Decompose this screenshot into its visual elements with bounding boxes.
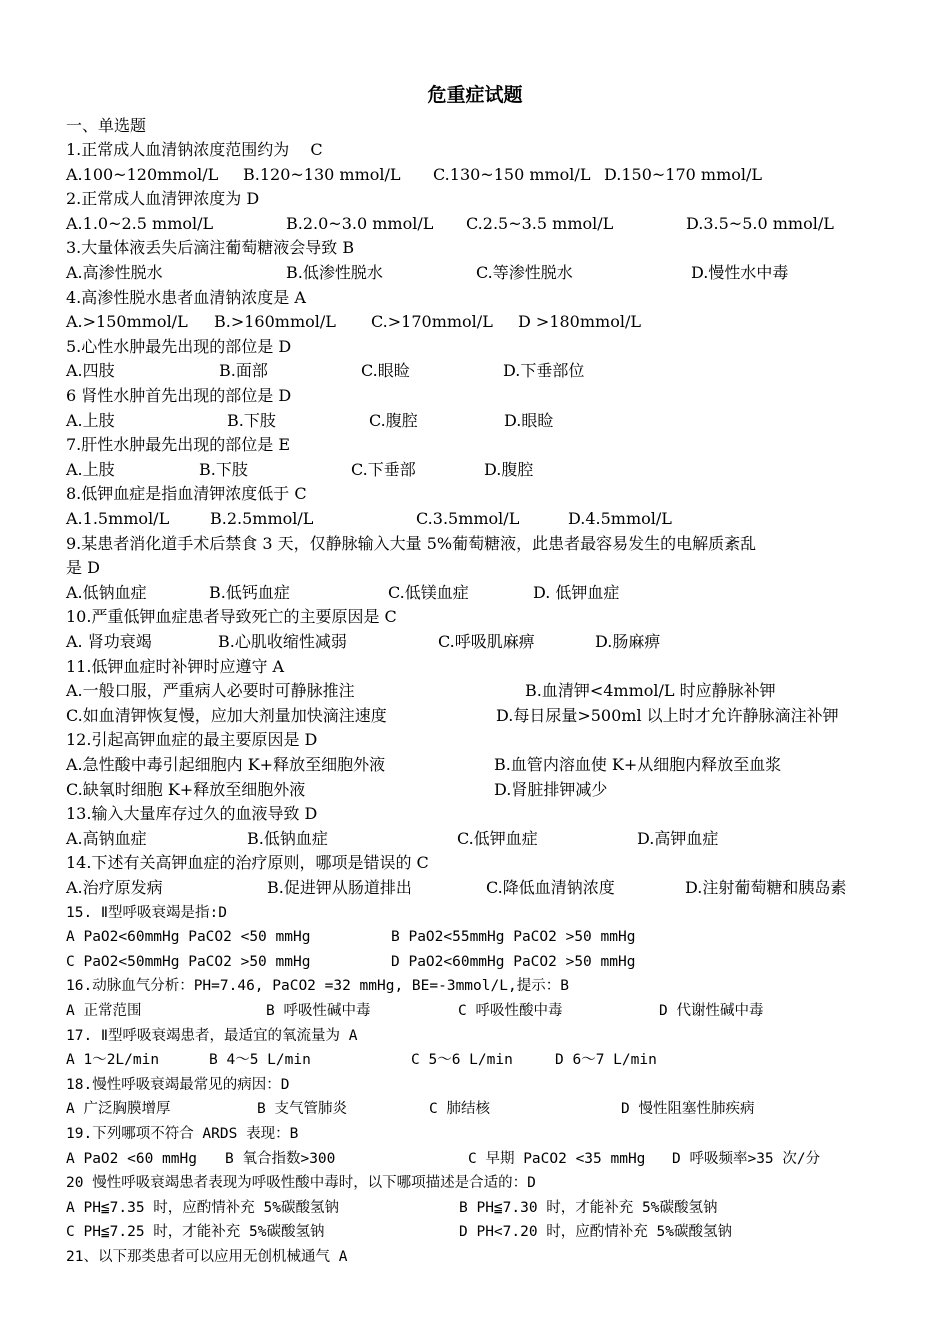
answer-option: A.高渗性脱水 bbox=[66, 263, 163, 282]
answer-option: B.>160mmol/L bbox=[214, 312, 336, 332]
answer-option: A.100~120mmol/L bbox=[66, 164, 219, 184]
answer-option: D PaO2<60mmHg PaCO2 >50 mmHg bbox=[391, 953, 636, 970]
question-text: 5.心性水肿最先出现的部位是 D bbox=[66, 336, 292, 356]
answer-option: A.1.0~2.5 mmol/L bbox=[66, 213, 214, 233]
answer-option: A.1.5mmol/L bbox=[66, 509, 170, 528]
answer-option: D.150~170 mmol/L bbox=[604, 164, 763, 184]
answer-option: C.如血清钾恢复慢，应加大剂量加快滴注速度 bbox=[66, 705, 387, 725]
answer-option: D PH<7.20 时，应酌情补充 5%碳酸氢钠 bbox=[459, 1224, 732, 1241]
answer-option: B.2.5mmol/L bbox=[210, 509, 314, 528]
answer-option: A.一般口服，严重病人必要时可静脉推注 bbox=[66, 681, 355, 701]
question-text: 14.下述有关高钾血症的治疗原则，哪项是错误的 C bbox=[66, 853, 429, 873]
answer-option: A PaO2<60mmHg PaCO2 <50 mmHg bbox=[66, 929, 311, 946]
answer-option: C.3.5mmol/L bbox=[416, 509, 520, 528]
question-text: 1.正常成人血清钠浓度范围约为 C bbox=[66, 140, 323, 159]
answer-option: C.下垂部 bbox=[351, 459, 416, 479]
answer-option: D.慢性水中毒 bbox=[691, 263, 789, 282]
question-text: 2.正常成人血清钾浓度为 D bbox=[66, 189, 260, 209]
question-text: 4.高渗性脱水患者血清钠浓度是 A bbox=[66, 287, 306, 307]
answer-option: B.下肢 bbox=[227, 410, 276, 430]
question-text: 8.低钾血症是指血清钾浓度低于 C bbox=[66, 484, 307, 504]
question-text: 是 D bbox=[66, 558, 100, 578]
answer-option: C 肺结核 bbox=[429, 1101, 490, 1118]
question-text: 20 慢性呼吸衰竭患者表现为呼吸性酸中毒时，以下哪项描述是合适的：D bbox=[66, 1175, 536, 1192]
answer-option: B PaO2<55mmHg PaCO2 >50 mmHg bbox=[391, 929, 636, 946]
answer-option: D >180mmol/L bbox=[518, 312, 641, 332]
answer-option: A 广泛胸膜增厚 bbox=[66, 1101, 171, 1118]
answer-option: A PaO2 <60 mmHg bbox=[66, 1150, 197, 1167]
answer-option: C.等渗性脱水 bbox=[476, 263, 573, 282]
answer-option: D. 低钾血症 bbox=[533, 582, 620, 602]
answer-option: B PH≦7.30 时，才能补充 5%碳酸氢钠 bbox=[459, 1199, 718, 1216]
answer-option: B.心肌收缩性减弱 bbox=[218, 632, 347, 651]
answer-option: D.眼睑 bbox=[504, 410, 554, 430]
answer-option: C.130~150 mmol/L bbox=[433, 164, 591, 184]
question-text: 13.输入大量库存过久的血液导致 D bbox=[66, 804, 318, 824]
answer-option: B 氧合指数>300 bbox=[225, 1150, 336, 1167]
answer-option: A.四肢 bbox=[66, 361, 115, 381]
answer-option: D.3.5~5.0 mmol/L bbox=[686, 213, 834, 233]
answer-option: B.低钠血症 bbox=[247, 828, 328, 848]
answer-option: A.上肢 bbox=[66, 459, 115, 479]
answer-option: D 慢性阻塞性肺疾病 bbox=[621, 1101, 755, 1118]
question-text: 11.低钾血症时补钾时应遵守 A bbox=[66, 656, 285, 676]
answer-option: D.注射葡萄糖和胰岛素 bbox=[685, 878, 847, 897]
answer-option: D 呼吸频率>35 次/分 bbox=[672, 1150, 821, 1167]
answer-option: C.眼睑 bbox=[361, 361, 410, 381]
answer-option: A.低钠血症 bbox=[66, 582, 147, 602]
answer-option: C 5～6 L/min bbox=[411, 1052, 513, 1069]
answer-option: C.缺氧时细胞 K+释放至细胞外液 bbox=[66, 779, 306, 799]
answer-option: A. 肾功衰竭 bbox=[66, 632, 152, 651]
answer-option: C 早期 PaCO2 <35 mmHg bbox=[468, 1150, 646, 1167]
answer-option: B.血清钾<4mmol/L 时应静脉补钾 bbox=[525, 681, 776, 701]
answer-option: B 呼吸性碱中毒 bbox=[266, 1003, 371, 1019]
answer-option: A.高钠血症 bbox=[66, 828, 147, 848]
answer-option: B 4～5 L/min bbox=[209, 1052, 311, 1069]
answer-option: D 代谢性碱中毒 bbox=[659, 1003, 764, 1019]
answer-option: C 呼吸性酸中毒 bbox=[458, 1003, 563, 1019]
answer-option: B 支气管肺炎 bbox=[257, 1101, 347, 1118]
answer-option: B.促进钾从肠道排出 bbox=[267, 878, 412, 897]
answer-option: B.面部 bbox=[219, 361, 268, 381]
document-title: 危重症试题 bbox=[427, 84, 523, 106]
answer-option: B.2.0~3.0 mmol/L bbox=[286, 213, 434, 233]
section-heading: 一、单选题 bbox=[66, 116, 147, 135]
answer-option: A.>150mmol/L bbox=[66, 312, 188, 332]
answer-option: D.肾脏排钾减少 bbox=[494, 779, 608, 799]
answer-option: B.下肢 bbox=[199, 459, 248, 479]
answer-option: B.120~130 mmol/L bbox=[243, 164, 401, 184]
answer-option: A 正常范围 bbox=[66, 1003, 142, 1019]
answer-option: D 6～7 L/min bbox=[555, 1052, 657, 1069]
answer-option: C.>170mmol/L bbox=[371, 312, 493, 332]
question-text: 16.动脉血气分析：PH=7.46, PaCO2 =32 mmHg, BE=-3mmol/L,提示：B bbox=[66, 978, 569, 995]
answer-option: B.低钙血症 bbox=[209, 582, 290, 602]
question-text: 7.肝性水肿最先出现的部位是 E bbox=[66, 435, 291, 455]
answer-option: A PH≦7.35 时，应酌情补充 5%碳酸氢钠 bbox=[66, 1199, 339, 1216]
answer-option: D.腹腔 bbox=[484, 459, 534, 479]
answer-option: A.急性酸中毒引起细胞内 K+释放至细胞外液 bbox=[66, 755, 386, 774]
answer-option: C PaO2<50mmHg PaCO2 >50 mmHg bbox=[66, 953, 311, 970]
answer-option: C.呼吸肌麻痹 bbox=[438, 632, 535, 651]
question-text: 17. Ⅱ型呼吸衰竭患者，最适宜的氧流量为 A bbox=[66, 1027, 358, 1044]
answer-option: D.4.5mmol/L bbox=[568, 509, 672, 528]
answer-option: C.2.5~3.5 mmol/L bbox=[466, 213, 614, 233]
question-text: 21、以下那类患者可以应用无创机械通气 A bbox=[66, 1249, 348, 1265]
question-text: 19.下列哪项不符合 ARDS 表现：B bbox=[66, 1126, 299, 1142]
answer-option: D.下垂部位 bbox=[503, 361, 585, 381]
question-text: 10.严重低钾血症患者导致死亡的主要原因是 C bbox=[66, 607, 397, 627]
answer-option: D.肠麻痹 bbox=[595, 632, 661, 651]
answer-option: C.腹腔 bbox=[369, 410, 418, 430]
question-text: 18.慢性呼吸衰竭最常见的病因：D bbox=[66, 1076, 290, 1093]
answer-option: B.血管内溶血使 K+从细胞内释放至血浆 bbox=[494, 755, 782, 774]
answer-option: D.每日尿量>500ml 以上时才允许静脉滴注补钾 bbox=[496, 705, 839, 725]
question-text: 9.某患者消化道手术后禁食 3 天，仅静脉输入大量 5%葡萄糖液，此患者最容易发生的电解质紊乱 bbox=[66, 533, 757, 553]
answer-option: C.低钾血症 bbox=[457, 828, 538, 848]
question-text: 15. Ⅱ型呼吸衰竭是指:D bbox=[66, 904, 228, 921]
answer-option: A.治疗原发病 bbox=[66, 878, 163, 897]
answer-option: B.低渗性脱水 bbox=[286, 263, 383, 282]
question-text: 12.引起高钾血症的最主要原因是 D bbox=[66, 730, 318, 750]
answer-option: D.高钾血症 bbox=[637, 828, 719, 848]
answer-option: C PH≦7.25 时，才能补充 5%碳酸氢钠 bbox=[66, 1224, 325, 1241]
answer-option: C.降低血清钠浓度 bbox=[486, 878, 615, 897]
question-text: 6 肾性水肿首先出现的部位是 D bbox=[66, 386, 292, 405]
answer-option: A 1～2L/min bbox=[66, 1052, 160, 1069]
answer-option: A.上肢 bbox=[66, 410, 115, 430]
answer-option: C.低镁血症 bbox=[388, 582, 469, 602]
question-text: 3.大量体液丢失后滴注葡萄糖液会导致 B bbox=[66, 238, 355, 258]
